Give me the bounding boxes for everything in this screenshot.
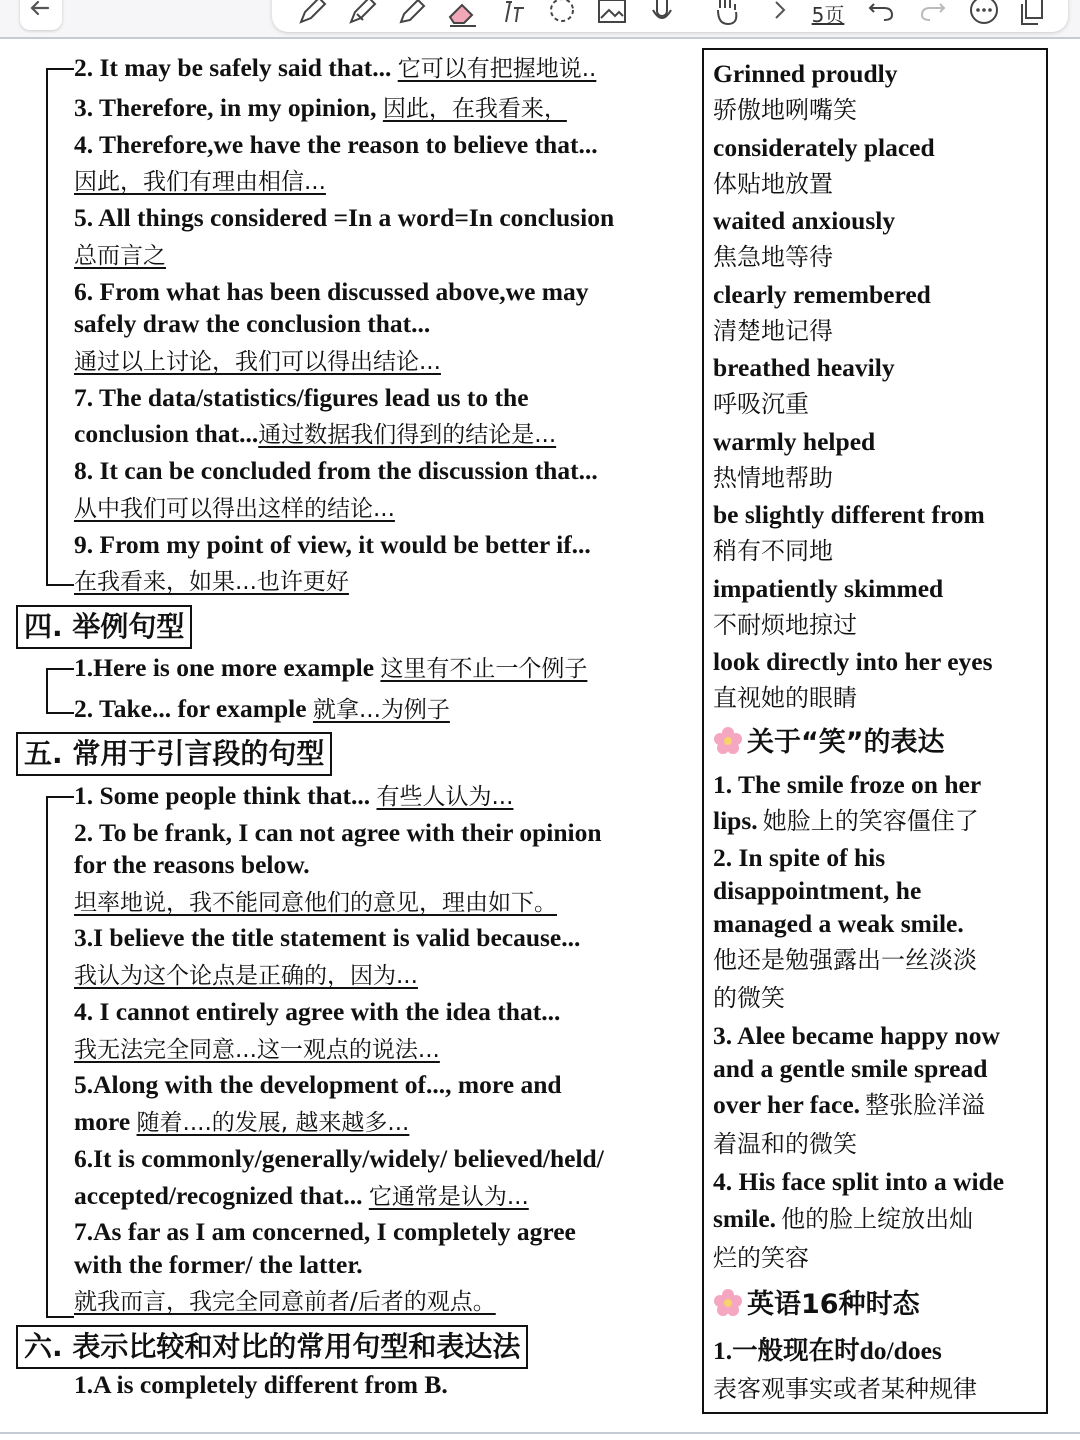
- vocab-cn: 体贴地放置: [713, 170, 833, 198]
- note-line: 5. All things considered =In a word=In conclusion: [74, 203, 615, 232]
- vocab-en: look directly into her eyes: [713, 647, 993, 676]
- tense-line: 表客观事实或者某种规律: [713, 1375, 977, 1403]
- undo-button[interactable]: [866, 0, 896, 26]
- page-bottom-divider: [0, 1432, 1080, 1434]
- note-line: 2. Take... for example 就拿...为例子: [74, 694, 450, 723]
- smile-line: 2. In spite of his: [713, 843, 886, 872]
- vocab-cn: 不耐烦地掠过: [713, 611, 857, 639]
- copy-icon: [1018, 0, 1048, 26]
- vocabulary-box: [702, 48, 1048, 1414]
- note-line: 2. It may be safely said that... 它可以有把握地说..: [74, 53, 597, 82]
- smile-line: 4. His face split into a wide: [713, 1167, 1005, 1196]
- smile-line: and a gentle smile spread: [713, 1054, 988, 1083]
- vocab-en: waited anxiously: [713, 206, 896, 235]
- note-line: more 随着....的发展, 越来越多...: [74, 1107, 410, 1136]
- vocab-cn: 热情地帮助: [713, 464, 833, 492]
- bracket-examples: [46, 668, 74, 714]
- note-line: 9. From my point of view, it would be better if...: [74, 530, 591, 559]
- smile-line: lips. 她脸上的笑容僵住了: [713, 806, 979, 835]
- note-line: accepted/recognized that... 它通常是认为...: [74, 1181, 529, 1210]
- vocab-cn: 清楚地记得: [713, 317, 833, 345]
- vocab-en: be slightly different from: [713, 500, 985, 529]
- flower-icon: [713, 1288, 743, 1318]
- note-line: 6.It is commonly/generally/widely/ believed/held/: [74, 1144, 604, 1173]
- note-line: 从中我们可以得出这样的结论...: [74, 496, 395, 522]
- note-line: 1. Some people think that... 有些人认为...: [74, 781, 514, 810]
- smile-line: 着温和的微笑: [713, 1130, 857, 1158]
- section-heading-comparison: 六. 表示比较和对比的常用句型和表达法: [16, 1325, 528, 1369]
- note-line: 3.I believe the title statement is valid because...: [74, 923, 581, 952]
- smile-line: managed a weak smile.: [713, 909, 964, 938]
- page-label: 5页: [811, 2, 845, 27]
- redo-button[interactable]: [918, 0, 948, 26]
- smile-heading-text: 关于“笑”的表达: [747, 727, 945, 758]
- vocab-cn: 骄傲地咧嘴笑: [713, 96, 857, 124]
- note-line: 就我而言，我完全同意前者/后者的观点。: [74, 1289, 496, 1315]
- note-line: 因此，我们有理由相信...: [74, 169, 326, 195]
- note-line: safely draw the conclusion that...: [74, 309, 431, 338]
- more-icon: [968, 0, 1000, 26]
- smile-line: 3. Alee became happy now: [713, 1021, 1000, 1050]
- tense-line: 1.一般现在时do/does: [713, 1336, 942, 1365]
- vocab-cn: 直视她的眼睛: [713, 684, 857, 712]
- note-line: 总而言之: [74, 243, 166, 269]
- vocab-cn: 焦急地等待: [713, 243, 833, 271]
- smile-line: disappointment, he: [713, 876, 922, 905]
- vocab-en: breathed heavily: [713, 353, 895, 382]
- note-line: for the reasons below.: [74, 850, 310, 879]
- smile-line: 1. The smile froze on her: [713, 770, 982, 799]
- note-line: 8. It can be concluded from the discussion that...: [74, 456, 598, 485]
- hand-icon: [712, 0, 744, 26]
- section-heading-examples: 四. 举例句型: [16, 605, 192, 649]
- next-chevron[interactable]: [768, 0, 792, 26]
- note-line: 1.A is completely different from B.: [74, 1370, 448, 1399]
- smile-line: 烂的笑容: [713, 1244, 809, 1272]
- smile-line: over her face. 整张脸洋溢: [713, 1090, 986, 1119]
- chevron-right-icon: [768, 0, 792, 26]
- tense-heading: [713, 1288, 920, 1321]
- copy-button[interactable]: [1018, 0, 1048, 26]
- more-button[interactable]: [968, 0, 1000, 26]
- page-indicator[interactable]: [804, 0, 852, 26]
- vocab-cn: 稍有不同地: [713, 537, 833, 565]
- undo-icon: [866, 0, 896, 26]
- bracket-introduction: [46, 796, 74, 1318]
- vocab-en: impatiently skimmed: [713, 574, 944, 603]
- note-line: 通过以上讨论，我们可以得出结论...: [74, 349, 441, 375]
- smile-line: smile. 他的脸上绽放出灿: [713, 1204, 974, 1233]
- smile-line: 他还是勉强露出一丝淡淡: [713, 946, 977, 974]
- hand-tool[interactable]: [712, 0, 744, 26]
- note-line: with the former/ the latter.: [74, 1250, 363, 1279]
- note-line: 4. Therefore,we have the reason to believe that...: [74, 130, 598, 159]
- note-line: 6. From what has been discussed above,we may: [74, 277, 589, 306]
- note-line: 2. To be frank, I can not agree with their opinion: [74, 818, 602, 847]
- note-line: 我无法完全同意...这一观点的说法...: [74, 1037, 440, 1063]
- vocab-cn: 呼吸沉重: [713, 390, 809, 418]
- note-line: 我认为这个论点是正确的，因为...: [74, 963, 418, 989]
- flower-icon: [713, 726, 743, 756]
- bracket-conclusion: [46, 68, 74, 586]
- vocab-en: considerately placed: [713, 133, 935, 162]
- note-line: 坦率地说，我不能同意他们的意见，理由如下。: [74, 890, 557, 916]
- vocab-en: warmly helped: [713, 427, 876, 456]
- note-line: 7.As far as I am concerned, I completely agree: [74, 1217, 576, 1246]
- redo-icon: [918, 0, 948, 26]
- note-line: conclusion that...通过数据我们得到的结论是...: [74, 419, 557, 448]
- tense-heading-text: 英语16种时态: [747, 1289, 920, 1320]
- smile-heading: [713, 726, 945, 759]
- section-heading-introduction: 五. 常用于引言段的句型: [16, 732, 332, 776]
- note-line: 5.Along with the development of..., more and: [74, 1070, 562, 1099]
- smile-line: 的微笑: [713, 984, 785, 1012]
- vocab-en: clearly remembered: [713, 280, 931, 309]
- note-line: 7. The data/statistics/figures lead us to the: [74, 383, 529, 412]
- note-line: 3. Therefore, in my opinion, 因此，在我看来，: [74, 93, 567, 122]
- note-line: 1.Here is one more example 这里有不止一个例子: [74, 653, 588, 682]
- vocab-en: Grinned proudly: [713, 59, 898, 88]
- note-line: 在我看来，如果...也许更好: [74, 569, 349, 595]
- note-line: 4. I cannot entirely agree with the idea that...: [74, 997, 561, 1026]
